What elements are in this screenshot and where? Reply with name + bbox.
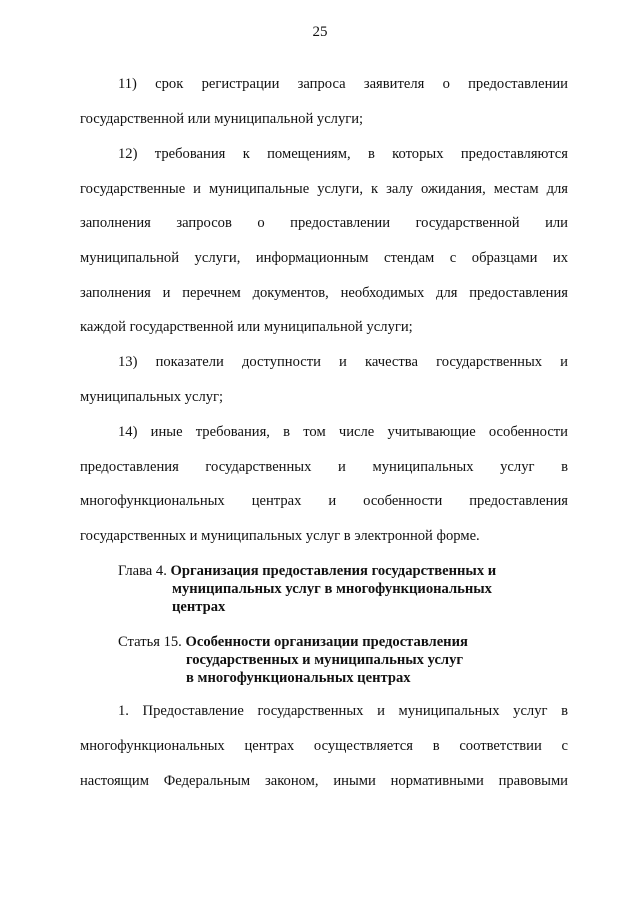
item-14-line-2: предоставления государственных и муниципальных услуг в bbox=[80, 459, 568, 475]
item-11-line-2: государственной или муниципальной услуги; bbox=[80, 111, 364, 127]
item-12-line-5: заполнения и перечнем документов, необходимых для предоставления bbox=[80, 285, 568, 301]
article-prefix: Статья 15. bbox=[118, 634, 182, 650]
article-title-line-3: в многофункциональных центрах bbox=[186, 670, 411, 686]
item-14-line-4: государственных и муниципальных услуг в электронной форме. bbox=[80, 528, 480, 544]
article-title-line-2: государственных и муниципальных услуг bbox=[186, 652, 464, 668]
paragraph-1-line-3: настоящим Федеральным законом, иными нормативными правовыми bbox=[80, 773, 568, 789]
article-title-line-1: Особенности организации предоставления bbox=[185, 634, 468, 650]
item-11-line-1: 11) срок регистрации запроса заявителя о предоставлении bbox=[118, 76, 568, 92]
item-14-line-3: многофункциональных центрах и особенности предоставления bbox=[80, 493, 568, 509]
item-12-line-1: 12) требования к помещениям, в которых предоставляются bbox=[118, 146, 568, 162]
item-13-line-1: 13) показатели доступности и качества государственных и bbox=[118, 354, 568, 370]
paragraph-1-line-1: 1. Предоставление государственных и муниципальных услуг в bbox=[118, 703, 568, 719]
item-12-line-4: муниципальной услуги, информационным стендам с образцами их bbox=[80, 250, 568, 266]
paragraph-1-line-2: многофункциональных центрах осуществляется в соответствии с bbox=[80, 738, 568, 754]
chapter-title-line-2: муниципальных услуг в многофункциональных bbox=[172, 581, 492, 597]
item-12-line-3: заполнения запросов о предоставлении государственной или bbox=[80, 215, 568, 231]
item-13-line-2: муниципальных услуг; bbox=[80, 389, 224, 405]
item-12-line-6: каждой государственной или муниципальной услуги; bbox=[80, 319, 413, 335]
item-12-line-2: государственные и муниципальные услуги, к залу ожидания, местам для bbox=[80, 181, 568, 197]
chapter-title-line-3: центрах bbox=[172, 599, 226, 615]
item-14-line-1: 14) иные требования, в том числе учитывающие особенности bbox=[118, 424, 568, 440]
page-number: 25 bbox=[312, 24, 328, 40]
chapter-heading-line-1 bbox=[118, 562, 496, 580]
chapter-title-line-1: Организация предоставления государственных и bbox=[170, 563, 497, 579]
chapter-prefix: Глава 4. bbox=[118, 563, 167, 579]
article-heading-line-1 bbox=[118, 633, 468, 651]
